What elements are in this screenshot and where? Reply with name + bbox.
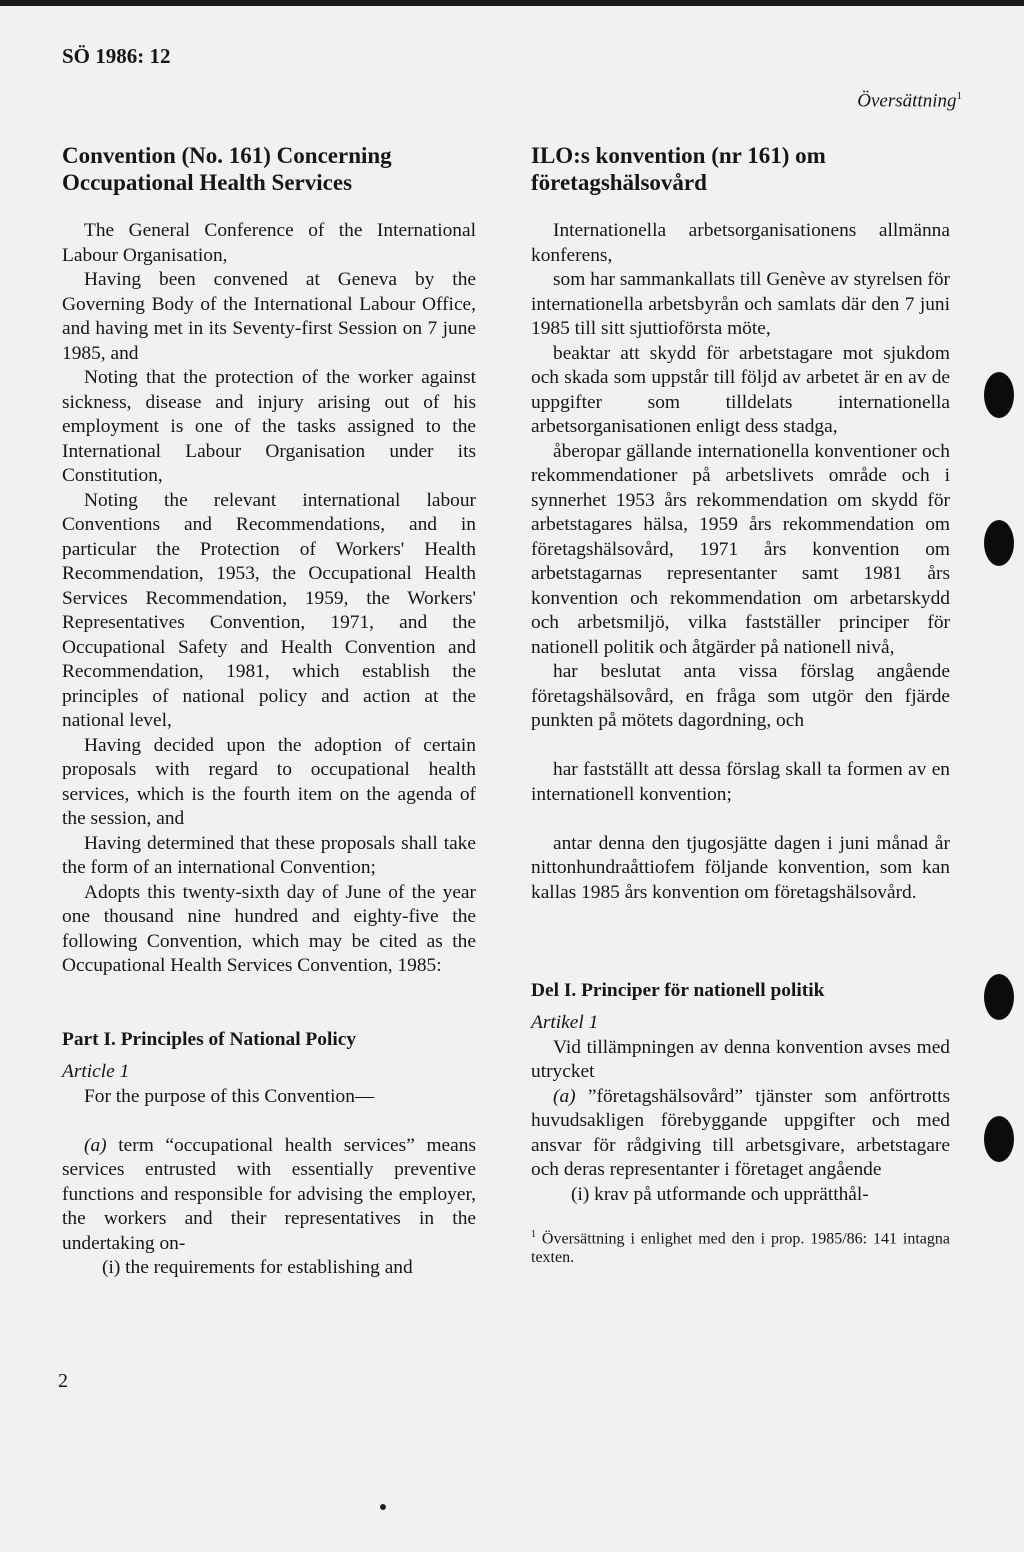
scan-top-edge	[0, 0, 1024, 6]
english-article-heading: Article 1	[62, 1061, 130, 1082]
swedish-paragraph: antar denna den tjugosjätte dagen i juni månad år nittonhundraåttiofem följande konvention, som kan kallas 1985 års konvention om företagshälsovård.	[531, 832, 950, 903]
swedish-paragraph: har fastställt att dessa förslag skall ta formen av en internationell konvention;	[531, 759, 950, 805]
english-paragraph: Noting that the protection of the worker against sickness, disease and injury arising out of his employment is one of the tasks assigned to the International Labour Organisation under its Constitution,	[62, 367, 476, 486]
scan-speck	[380, 1504, 386, 1510]
document-reference: SÖ 1986: 12	[62, 44, 171, 68]
english-definition-text: term “occupational health services” means services entrusted with essentially preventive functions and responsible for advising the employer, the workers and their representatives in the undertaking on-	[62, 1134, 476, 1254]
english-column	[62, 142, 476, 1281]
swedish-paragraph: har beslutat anta vissa förslag angående företagshälsovård, en fråga som utgör den fjärde punkten på mötets dagordning, och	[531, 661, 950, 731]
swedish-subitem-i: (i) krav på utformande och upprätthål-	[571, 1183, 869, 1205]
english-paragraph: Having decided upon the adoption of certain proposals with regard to occupational health services, which is the fourth item on the agenda of the session, and	[62, 734, 476, 829]
swedish-item-marker: (a)	[553, 1085, 576, 1107]
english-paragraph: Noting the relevant international labour Conventions and Recommendations, and in particular the Protection of Workers' Health Recommendation, 1953, the Occupational Health Services Recommendation, 1959, the Workers' Representatives Convention, 1971, and the Occupational Safety and Health Convention and Recommendation, 1981, which establish the principles of national policy and action at the national level,	[62, 489, 476, 731]
english-article-intro: For the purpose of this Convention—	[84, 1085, 375, 1107]
english-paragraph: Adopts this twenty-sixth day of June of the year one thousand nine hundred and eighty-five the following Convention, which may be cited as the Occupational Health Services Convention, 1985:	[62, 881, 476, 976]
swedish-paragraph: som har sammankallats till Genève av styrelsen för internationella arbetsbyrån och samlats där den 7 juni 1985 till sitt sjuttioförsta möte,	[531, 269, 950, 339]
english-paragraph: Having been convened at Geneva by the Governing Body of the International Labour Office, and having met in its Seventy-first Session on 7 june 1985, and	[62, 269, 476, 364]
swedish-definition-a	[531, 1085, 950, 1183]
english-paragraph: The General Conference of the International Labour Organisation,	[62, 220, 476, 266]
footnote-number: 1	[531, 1229, 536, 1240]
binding-hole	[984, 1116, 1014, 1162]
page-number: 2	[58, 1370, 68, 1392]
swedish-article-intro: Vid tillämpningen av denna konvention avses med utrycket	[531, 1036, 950, 1082]
binding-hole	[984, 372, 1014, 418]
swedish-article-heading: Artikel 1	[531, 1012, 599, 1033]
english-subitem-i: (i) the requirements for establishing and	[102, 1257, 413, 1278]
swedish-definition-text: ”företagshälsovård” tjänster som anförtrotts huvudsakligen förebyggande uppgifter och med ansvar för rådgiving till arbetsgivare, arbetstagare och deras representanter i företaget angående	[531, 1085, 950, 1180]
footnote	[531, 1225, 950, 1267]
swedish-paragraph: beaktar att skydd för arbetstagare mot sjukdom och skada som uppstår till följd av arbetet är en av de uppgifter som tilldelats internationella arbetsorganisationen enligt dess stadga,	[531, 342, 950, 437]
translation-label	[857, 90, 962, 112]
swedish-paragraph: åberopar gällande internationella konventioner och rekommendationer på arbetslivets område och i synnerhet 1953 års rekommendation om skydd för arbetstagares hälsa, 1959 års rekommendation om företagshälsovård, 1971 års konvention om arbetstagarnas representanter samt 1981 års konvention och rekommendation om arbetarskydd och arbetsmiljö, vilka fastställer principer för nationell politik och åtgärder på nationell nivå,	[531, 440, 950, 658]
english-part-heading: Part I. Principles of National Policy	[62, 1028, 357, 1050]
english-definition-a	[62, 1134, 476, 1257]
english-title: Convention (No. 161) Concerning Occupational Health Services	[62, 143, 392, 195]
english-item-marker: (a)	[84, 1134, 107, 1156]
swedish-title: ILO:s konvention (nr 161) om företagshälsovård	[531, 143, 826, 195]
english-paragraph: Having determined that these proposals shall take the form of an international Convention;	[62, 832, 476, 878]
swedish-paragraph: Internationella arbetsorganisationens allmänna konferens,	[531, 220, 950, 266]
binding-hole	[984, 974, 1014, 1020]
footnote-text: Översättning i enlighet med den i prop. 1985/86: 141 intagna texten.	[531, 1230, 951, 1267]
footnote-marker: 1	[956, 90, 962, 102]
binding-hole	[984, 520, 1014, 566]
swedish-column	[531, 142, 950, 1267]
translation-label-text: Översättning	[857, 90, 957, 112]
swedish-part-heading: Del I. Principer för nationell politik	[531, 979, 825, 1001]
